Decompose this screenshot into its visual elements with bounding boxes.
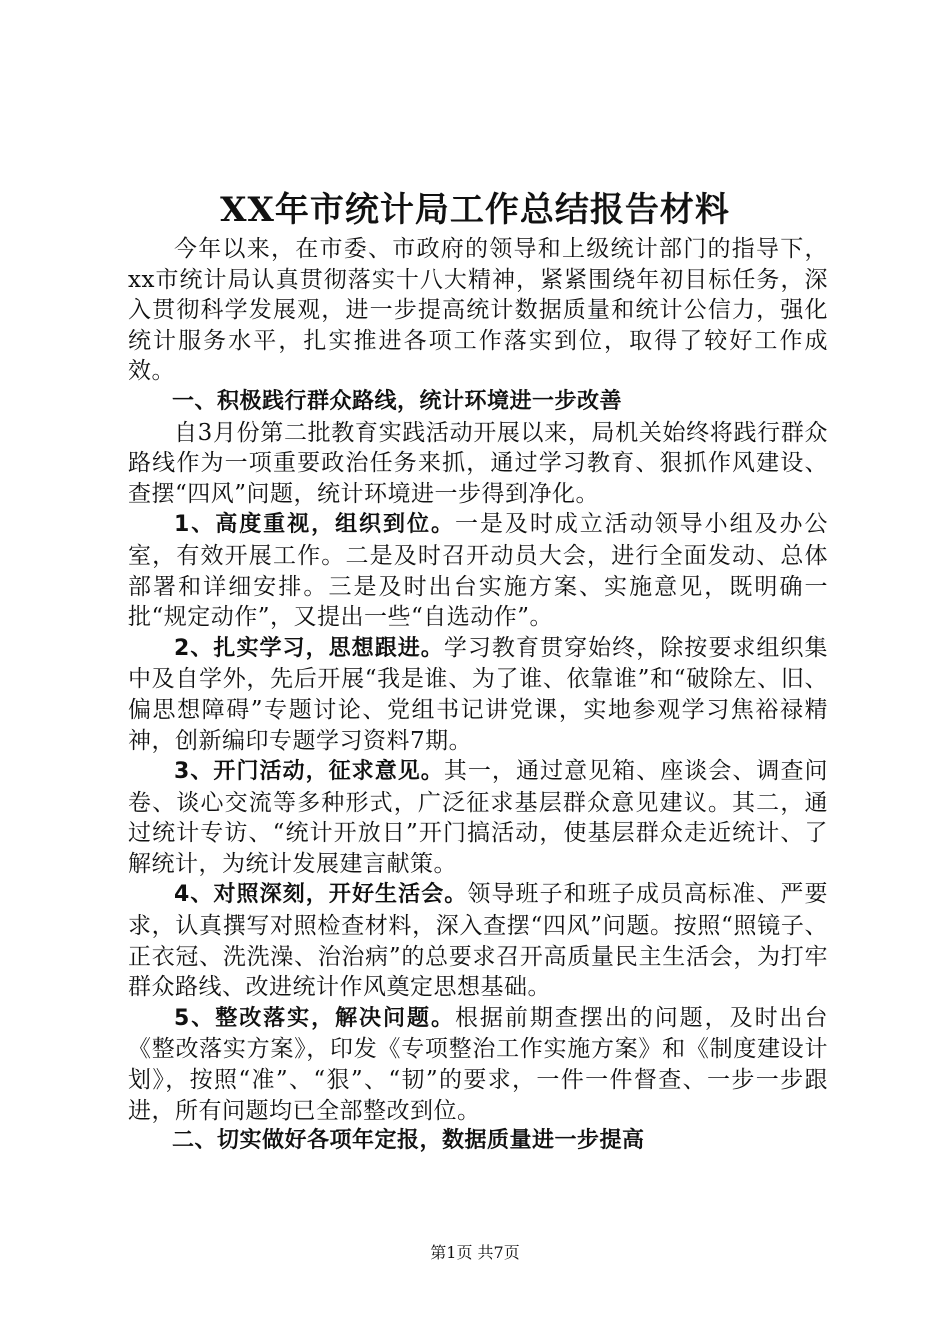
item-lead: 5、整改落实，解决问题。 bbox=[174, 1005, 455, 1031]
page-footer: 第1页 共7页 bbox=[430, 1243, 520, 1262]
list-item-1 bbox=[128, 509, 828, 632]
item-lead: 1、高度重视，组织到位。 bbox=[174, 512, 455, 538]
item-text: 一是及时成立活动领导小组及办公室，有效开展工作。二是及时召开动员大会，进行全面发动、总体部署和详细安排。三是及时出台实施方案、实施意见，既明确一批“规定动作”，又提出一些“自选动作”。 bbox=[128, 511, 828, 631]
intro-paragraph bbox=[128, 234, 828, 387]
heading-text: 一、积极践行群众路线，统计环境进一步改善 bbox=[172, 388, 623, 414]
item-text: 领导班子和班子成员高标准、严要求，认真撰写对照检查材料，深入查摆“四风”问题。按照“照镜子、正衣冠、洗洗澡、治治病”的总要求召开高质量民主生活会，为打牢群众路线、改进统计作风奠定思想基础。 bbox=[128, 881, 829, 1001]
paragraph-text: 今年以来，在市委、市政府的领导和上级统计部门的指导下，xx市统计局认真贯彻落实十八大精神，紧紧围绕年初目标任务，深入贯彻科学发展观，进一步提高统计数据质量和统计公信力，强化统计服务水平，扎实推进各项工作落实到位，取得了较好工作成效。 bbox=[128, 236, 828, 385]
item-lead: 3、开门活动，征求意见。 bbox=[174, 759, 444, 785]
item-lead: 2、扎实学习，思想跟进。 bbox=[174, 635, 444, 661]
document-body bbox=[128, 234, 828, 1157]
section-heading-2 bbox=[128, 1126, 828, 1157]
section-heading-1 bbox=[128, 387, 828, 418]
list-item-5 bbox=[128, 1003, 828, 1126]
paragraph-text: 自3月份第二批教育实践活动开展以来，局机关始终将践行群众路线作为一项重要政治任务来抓，通过学习教育、狠抓作风建设、查摆“四风”问题，统计环境进一步得到净化。 bbox=[128, 419, 828, 507]
item-text: 其一，通过意见箱、座谈会、调查问卷、谈心交流等多种形式，广泛征求基层群众意见建议。其二，通过统计专访、“统计开放日”开门搞活动，使基层群众走近统计、了解统计，为统计发展建言献策。 bbox=[128, 758, 829, 877]
item-lead: 4、对照深刻，开好生活会。 bbox=[174, 882, 468, 908]
list-item-2 bbox=[128, 633, 828, 756]
item-text: 根据前期查摆出的问题，及时出台《整改落实方案》，印发《专项整治工作实施方案》和《制度建设计划》，按照“准”、“狠”、“韧”的要求，一件一件督查、一步一步跟进，所有问题均已全部整改到位。 bbox=[128, 1004, 828, 1124]
item-text: 学习教育贯穿始终，除按要求组织集中及自学外，先后开展“我是谁、为了谁、依靠谁”和“破除左、旧、偏思想障碍”专题讨论、党组书记讲党课，实地参观学习焦裕禄精神，创新编印专题学习资料7期。 bbox=[128, 634, 829, 754]
heading-text: 二、切实做好各项年定报，数据质量进一步提高 bbox=[172, 1128, 645, 1154]
document-title: XX年市统计局工作总结报告材料 bbox=[220, 190, 730, 230]
section-1-intro bbox=[128, 418, 828, 510]
list-item-4 bbox=[128, 879, 828, 1002]
list-item-3 bbox=[128, 756, 828, 879]
